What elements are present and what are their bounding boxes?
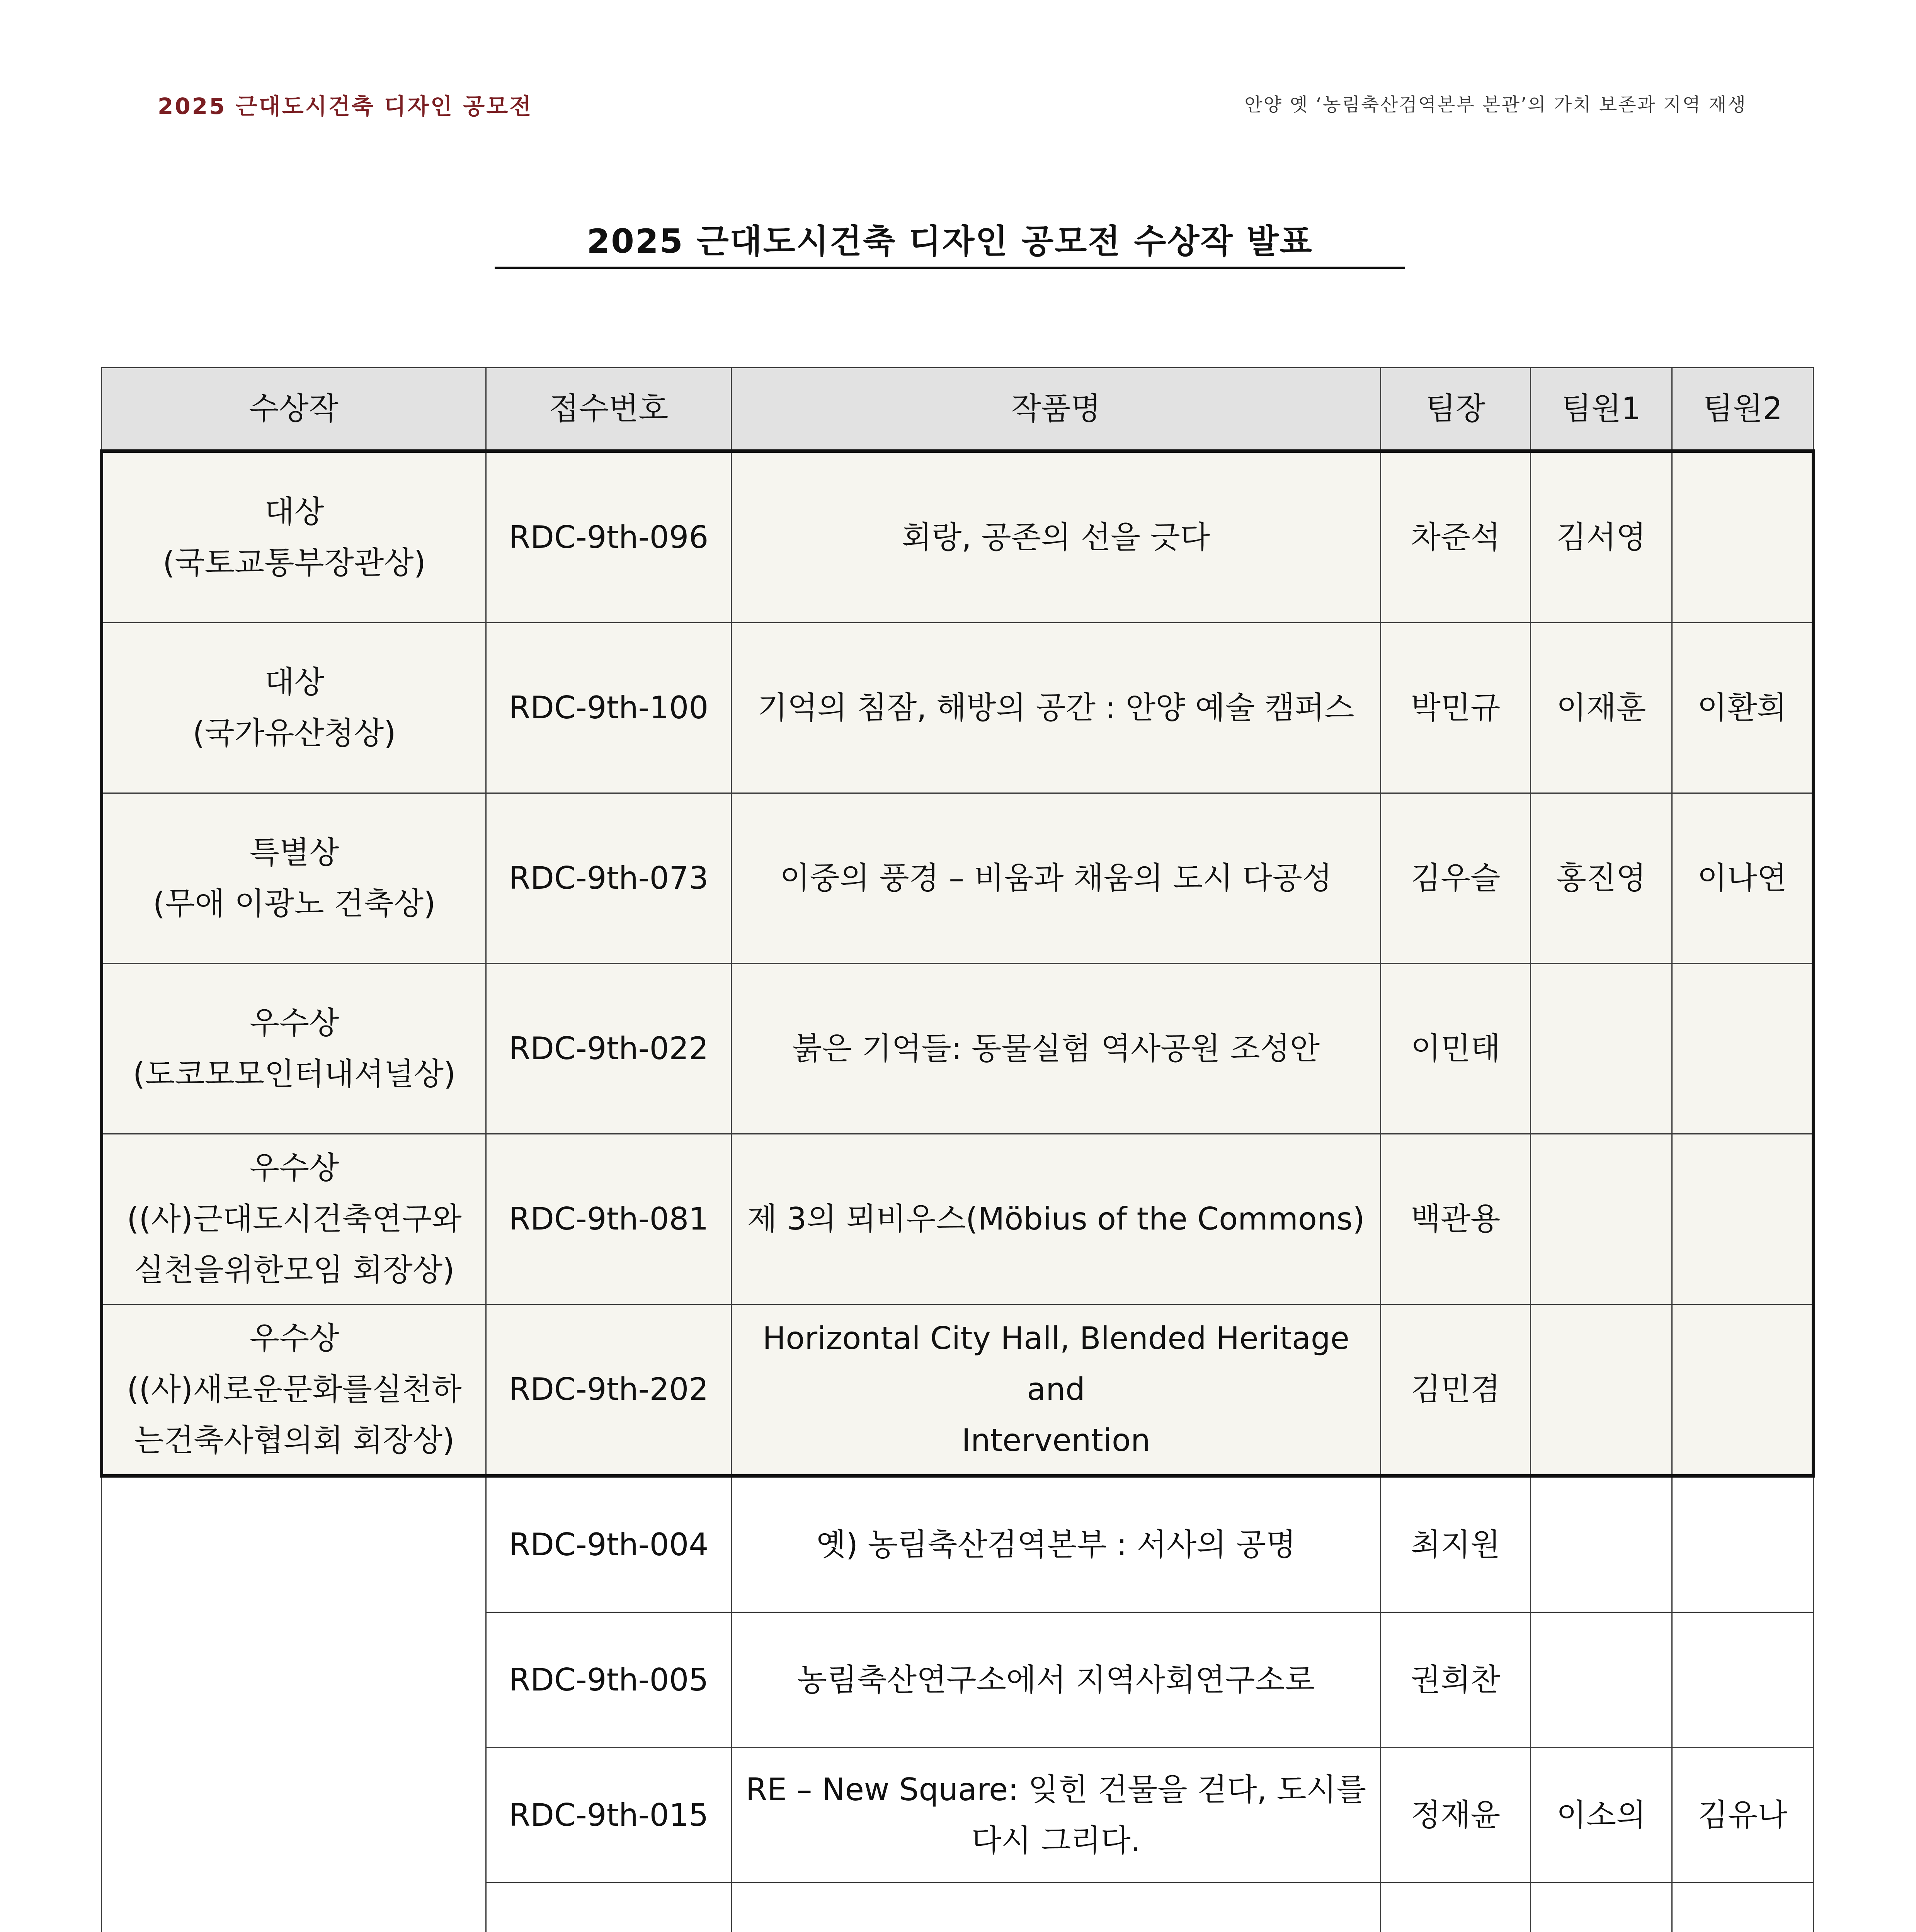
id-cell: RDC-9th-073	[486, 793, 732, 964]
work-cell-line: RE – New Square: 잊힌 건물을 걷다, 도시를	[745, 1771, 1366, 1808]
award-cell-line: (국가유산청상)	[192, 715, 396, 751]
id-cell	[486, 1883, 732, 1932]
column-header-leader: 팀장	[1381, 368, 1531, 451]
member1-cell	[1531, 1304, 1672, 1476]
work-cell	[732, 964, 1381, 1134]
member1-cell	[1531, 1883, 1672, 1932]
table-row	[102, 451, 1814, 623]
work-cell-line: 이중의 풍경 – 비움과 채움의 도시 다공성	[779, 860, 1332, 896]
work-cell	[732, 1748, 1381, 1883]
header-contest-name: 2025 근대도시건축 디자인 공모전	[158, 93, 533, 119]
member2-cell	[1672, 451, 1814, 623]
work-cell	[732, 793, 1381, 964]
award-cell-line: 실천을위한모임 회장상)	[134, 1252, 455, 1288]
work-cell	[732, 1134, 1381, 1304]
header-subtitle: 안양 옛 ‘농림축산검역본부 본관’의 가치 보존과 지역 재생	[1244, 94, 1747, 116]
award-cell	[102, 623, 486, 793]
member1-cell: 김서영	[1531, 451, 1672, 623]
table-row	[102, 964, 1814, 1134]
member1-cell	[1531, 964, 1672, 1134]
leader-cell: 정재윤	[1381, 1748, 1531, 1883]
member2-cell	[1672, 1304, 1814, 1476]
member2-cell: 이나연	[1672, 793, 1814, 964]
award-cell-line: ((사)근대도시건축연구와	[127, 1201, 462, 1237]
work-cell-line: 제 3의 뫼비우스(Möbius of the Commons)	[747, 1201, 1365, 1237]
id-cell: RDC-9th-015	[486, 1748, 732, 1883]
member1-cell	[1531, 1476, 1672, 1612]
leader-cell: 박민규	[1381, 623, 1531, 793]
work-cell	[732, 1883, 1381, 1932]
member2-cell	[1672, 1134, 1814, 1304]
work-cell	[732, 1476, 1381, 1612]
member2-cell: 이환희	[1672, 623, 1814, 793]
column-header-work: 작품명	[732, 368, 1381, 451]
award-cell-line: 대상	[264, 494, 324, 530]
id-cell: RDC-9th-005	[486, 1612, 732, 1748]
table-header-row	[102, 368, 1814, 451]
work-cell-line: 회랑, 공존의 선을 긋다	[902, 519, 1210, 555]
table-row	[102, 1476, 1814, 1612]
award-cell-line: 특별상	[249, 835, 339, 871]
award-cell	[102, 1134, 486, 1304]
id-cell: RDC-9th-202	[486, 1304, 732, 1476]
member1-cell: 이소의	[1531, 1748, 1672, 1883]
award-cell-line: 우수상	[249, 1005, 339, 1041]
award-cell-line: 우수상	[249, 1320, 339, 1356]
award-cell-line: (도코모모인터내셔널상)	[133, 1056, 456, 1092]
member1-cell: 이재훈	[1531, 623, 1672, 793]
leader-cell: 김우슬	[1381, 793, 1531, 964]
id-cell: RDC-9th-096	[486, 451, 732, 623]
leader-cell: 최지원	[1381, 1476, 1531, 1612]
awards-table	[100, 367, 1815, 1932]
column-header-member1: 팀원1	[1531, 368, 1672, 451]
award-cell-line: (국토교통부장관상)	[163, 545, 426, 581]
member2-cell: 김유나	[1672, 1748, 1814, 1883]
leader-cell: 김민겸	[1381, 1304, 1531, 1476]
table-row	[102, 623, 1814, 793]
id-cell: RDC-9th-022	[486, 964, 732, 1134]
member1-cell	[1531, 1134, 1672, 1304]
award-cell	[102, 1304, 486, 1476]
member1-cell	[1531, 1612, 1672, 1748]
member1-cell: 홍진영	[1531, 793, 1672, 964]
award-cell-line: 는건축사협의회 회장상)	[134, 1422, 455, 1458]
work-cell	[732, 1612, 1381, 1748]
member2-cell	[1672, 964, 1814, 1134]
column-header-award: 수상작	[102, 368, 486, 451]
member2-cell	[1672, 1612, 1814, 1748]
work-cell-line: Horizontal City Hall, Blended Heritage and	[762, 1320, 1349, 1407]
award-cell-line: ((사)새로운문화를실천하	[127, 1371, 462, 1407]
column-header-id: 접수번호	[486, 368, 732, 451]
id-cell: RDC-9th-081	[486, 1134, 732, 1304]
work-cell-line: 기억의 침잠, 해방의 공간 : 안양 예술 캠퍼스	[757, 690, 1354, 726]
table-row	[102, 793, 1814, 964]
award-cell	[102, 793, 486, 964]
member2-cell	[1672, 1883, 1814, 1932]
leader-cell: 차준석	[1381, 451, 1531, 623]
award-cell-line: 우수상	[249, 1150, 339, 1186]
work-cell-line: 옛) 농림축산검역본부 : 서사의 공명	[816, 1526, 1296, 1563]
leader-cell	[1381, 1883, 1531, 1932]
leader-cell: 권희찬	[1381, 1612, 1531, 1748]
work-cell	[732, 623, 1381, 793]
member2-cell	[1672, 1476, 1814, 1612]
work-cell-line: 농림축산연구소에서 지역사회연구소로	[797, 1662, 1315, 1698]
work-cell-line	[737, 1925, 1375, 1932]
work-cell-line: 다시 그리다.	[971, 1822, 1141, 1859]
title-underline	[495, 267, 1405, 269]
leader-cell: 이민태	[1381, 964, 1531, 1134]
award-cell	[102, 451, 486, 623]
table-row	[102, 1304, 1814, 1476]
leader-cell: 백관용	[1381, 1134, 1531, 1304]
award-cell-line: 대상	[264, 664, 324, 700]
column-header-member2: 팀원2	[1672, 368, 1814, 451]
award-cell	[102, 964, 486, 1134]
work-cell-line: 붉은 기억들: 동물실험 역사공원 조성안	[792, 1031, 1320, 1066]
id-cell: RDC-9th-100	[486, 623, 732, 793]
page-title: 2025 근대도시건축 디자인 공모전 수상작 발표	[587, 222, 1313, 261]
work-cell-line: Intervention	[961, 1422, 1150, 1458]
table-row	[102, 1134, 1814, 1304]
award-cell-line: (무애 이광노 건축상)	[153, 886, 436, 922]
work-cell	[732, 1304, 1381, 1476]
id-cell: RDC-9th-004	[486, 1476, 732, 1612]
award-cell-special	[102, 1476, 486, 1932]
work-cell	[732, 451, 1381, 623]
